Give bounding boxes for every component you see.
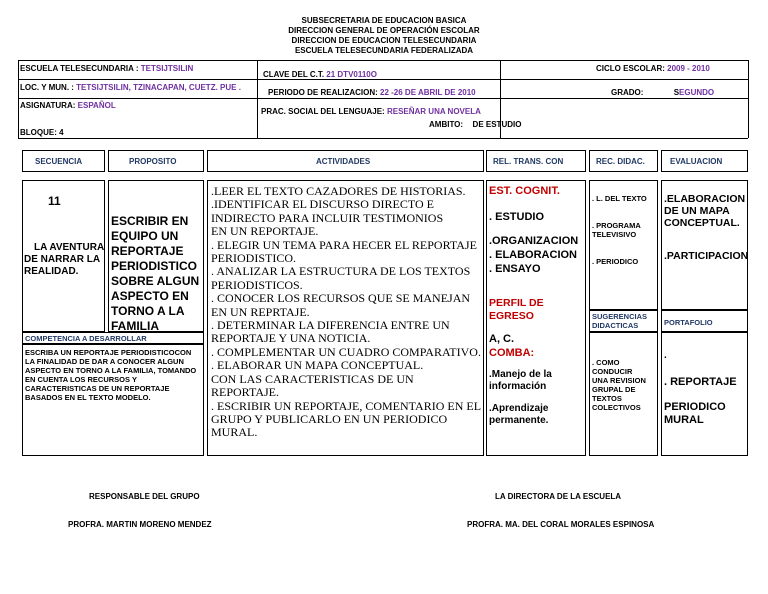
header-cell-actividades [207,150,484,172]
rel-item-ac: A, C. [489,333,515,345]
header-cell-rel [486,150,586,172]
eval-mural: MURAL [664,414,704,426]
actividad-line: . ESCRIBIR UN REPORTAJE, COMENTARIO EN EL [211,398,482,413]
actividad-line: . ELABORAR UN MAPA CONCEPTUAL. [211,358,424,373]
periodo-label: PERIODO DE REALIZACION: [268,88,378,97]
eval-line: CONCEPTUAL. [664,217,740,229]
prac-label: PRAC. SOCIAL DEL LENGUAJE: [261,107,385,116]
header-cell-proposito [108,150,204,172]
comba-label: COMBA: [489,347,535,359]
actividad-line: MURAL. [211,425,258,440]
header-secuencia: SECUENCIA [35,157,83,166]
escuela-value: TETSIJTSILIN [140,64,194,73]
como-line: TEXTOS [592,394,622,403]
competencia-line: ESCRIBA UN REPORTAJE PERIODISTICOCON [25,348,192,357]
como-line: GRUPAL DE [592,385,636,394]
grado-value: EGUNDO [679,88,715,97]
loc-field [20,83,241,92]
info-left-rule [18,60,19,138]
rel-item-estudio: . ESTUDIO [489,211,545,223]
proposito-line: PERIODISTICO [111,259,198,273]
secuencia-line: REALIDAD. [24,266,79,277]
competencia-line: EN CUENTA LOS RECURSOS Y [25,375,137,384]
actividad-line: .IDENTIFICAR EL DISCURSO DIRECTO E [211,197,435,212]
rec-libro-texto: . L. DEL TEXTO [592,194,647,203]
info-rule-1 [18,79,748,80]
actividad-line: . CONOCER LOS RECURSOS QUE SE MANEJAN [211,291,471,306]
clave-value: 21 DTV0110O [326,70,377,79]
header-cell-rec [589,150,658,172]
eval-line: DE UN MAPA [664,205,730,217]
periodo-value: 22 -26 DE ABRIL DE 2010 [380,88,476,97]
actividad-line: PERIODISTICO. [211,251,297,266]
responsable-name: PROFRA. MARTIN MORENO MENDEZ [68,520,212,529]
actividad-line: . DETERMINAR LA DIFERENCIA ENTRE UN [211,318,450,333]
escuela-field [20,64,193,73]
didacticas-line: DIDACTICAS [592,321,639,330]
bloque-label: BLOQUE: [20,128,57,137]
header-line-1: SUBSECRETARIA DE EDUCACION BASICA [301,16,467,25]
directora-name: PROFRA. MA. DEL CORAL MORALES ESPINOSA [467,520,655,529]
proposito-line: SOBRE ALGUN [111,274,200,288]
rel-trans-content [489,184,578,427]
eval-line: .ELABORACION [664,193,746,205]
rel-item-permanente: permanente. [489,415,549,426]
header-line-3: DIRECCION DE EDUCACION TELESECUNDARIA [291,36,477,45]
eval-portafolio-items [664,376,737,427]
header-line-4: ESCUELA TELESECUNDARIA FEDERALIZADA [294,46,474,55]
header-rel-trans: REL. TRANS. CON [493,157,564,166]
ciclo-field [596,64,710,73]
asignatura-field [20,101,116,110]
actividad-line: EN UN REPORTAJE. [211,224,319,239]
competencia-line: LA FINALIDAD DE DAR A CONOCER ALGUN [25,357,184,366]
actividad-line: REPORTAJE Y UNA NOTICIA. [211,331,371,346]
secuencia-number: 11 [48,194,61,208]
eval-participacion: .PARTICIPACION [664,250,749,262]
document-header [0,16,768,56]
actividad-line: .LEER EL TEXTO CAZADORES DE HISTORIAS. [211,184,466,198]
ambito-value: DE ESTUDIO [472,120,522,129]
grado-field [611,88,714,97]
actividad-line: INDIRECTO PARA INCLUIR TESTIMONIOS [211,210,444,225]
rel-item-organizacion: .ORGANIZACION [489,235,579,247]
actividad-line: . COMPLEMENTAR UN CUADRO COMPARATIVO. [211,344,481,359]
bloque-field [20,128,64,137]
actividad-line: CON LAS CARACTERISTICAS DE UN [211,371,414,386]
competencia-label: COMPETENCIA A DESARROLLAR [25,334,147,343]
actividad-line: REPORTAJE. [211,385,279,400]
info-right-rule [748,60,749,138]
ambito-label: AMBITO: [429,120,464,129]
como-line: COLECTIVOS [592,403,641,412]
escuela-label: ESCUELA TELESECUNDARIA : [20,64,139,73]
info-rule-2 [18,98,748,99]
secuencia-text [24,242,104,278]
directora-label: LA DIRECTORA DE LA ESCUELA [495,492,622,501]
header-rec-didac: REC. DIDAC. [596,157,645,166]
proposito-text [111,214,199,334]
periodo-field [268,88,476,97]
est-cognit: EST. COGNIT. [489,185,560,197]
clave-field [263,70,377,79]
sugerencias-label [592,312,647,330]
header-line-2: DIRECCION GENERAL DE OPERACIÓN ESCOLAR [288,26,480,35]
competencia-line: ASPECTO EN TORNO A LA FAMILIA, TOMANDO [25,366,197,375]
rec-periodico: . PERIODICO [592,257,639,266]
prac-value: RESEÑAR UNA NOVELA [386,107,481,116]
loc-value: TETSIJTSILIN, TZINACAPAN, CUETZ. PUE . [76,83,241,92]
eval-periodico: PERIODICO [664,401,726,413]
rec-programa-line: . PROGRAMA [592,221,641,230]
rec-programa [592,221,641,239]
como-line: UNA REVISION [592,376,646,385]
grado-value-initial: S [673,88,680,97]
rel-item-ensayo: . ENSAYO [489,263,541,275]
secuencia-line: DE NARRAR LA [24,254,101,265]
asignatura-label: ASIGNATURA: [20,101,76,110]
rec-televisivo-line: TELEVISIVO [592,230,637,239]
secuencia-line: LA AVENTURA [34,242,105,253]
proposito-line: REPORTAJE [111,244,184,258]
eval-elaboracion [664,193,745,229]
info-bottom-rule [18,138,748,139]
actividad-line: . ELEGIR UN TEMA PARA HECER EL REPORTAJE [211,237,477,252]
competencia-line: BASADOS EN EL TEXTO MODELO. [25,393,151,402]
grado-label: GRADO: [611,88,644,97]
egreso-label: EGRESO [489,310,534,322]
loc-label: LOC. Y MUN. : [20,83,74,92]
header-cell-evaluacion [661,150,748,172]
proposito-line: TORNO A LA [111,304,185,318]
competencia-line: CARACTERISTICAS DE UN REPORTAJE [25,384,170,393]
como-line: . COMO [592,358,620,367]
eval-bullet: . [664,350,667,361]
actividades-list [211,185,481,440]
ciclo-value: 2009 - 2010 [667,64,710,73]
rel-item-manejo: .Manejo de la [489,369,552,380]
como-line: CONDUCIR [592,367,633,376]
actividad-line: GRUPO Y PUBLICARLO EN UN PERIODICO [211,411,448,426]
sugerencias-line: SUGERENCIAS [592,312,648,321]
portafolio-label: PORTAFOLIO [664,318,713,327]
rel-item-aprendizaje: .Aprendizaje [489,403,549,414]
eval-reportaje: . REPORTAJE [664,376,737,388]
asignatura-value: ESPAÑOL [77,101,116,110]
perfil-label: PERFIL DE [489,297,544,309]
actividad-line: EN UN REPRTAJE. [211,304,310,319]
info-top-rule [18,60,748,61]
proposito-line: EQUIPO UN [111,229,179,243]
info-divider-1 [257,60,258,138]
header-actividades: ACTIVIDADES [316,157,371,166]
header-cell-secuencia [22,150,105,172]
ciclo-label: CICLO ESCOLAR: [596,64,665,73]
rel-item-informacion: información [489,381,547,392]
prac-field [261,107,481,116]
responsable-label: RESPONSABLE DEL GRUPO [89,492,200,501]
actividad-line: . ANALIZAR LA ESTRUCTURA DE LOS TEXTOS [211,264,471,279]
clave-label: CLAVE DEL C.T. [263,70,325,79]
rel-item-elaboracion: . ELABORACION [489,249,577,261]
header-proposito: PROPOSITO [129,157,177,166]
bloque-value: 4 [59,128,64,137]
proposito-line: FAMILIA [111,319,159,333]
rec-como-text [592,358,646,412]
proposito-line: ASPECTO EN [111,289,189,303]
actividad-line: PERIODISTICOS. [211,277,303,292]
header-evaluacion: EVALUACION [670,157,723,166]
competencia-text [25,348,196,402]
ambito-field [429,120,521,129]
proposito-line: ESCRIBIR EN [111,214,189,228]
